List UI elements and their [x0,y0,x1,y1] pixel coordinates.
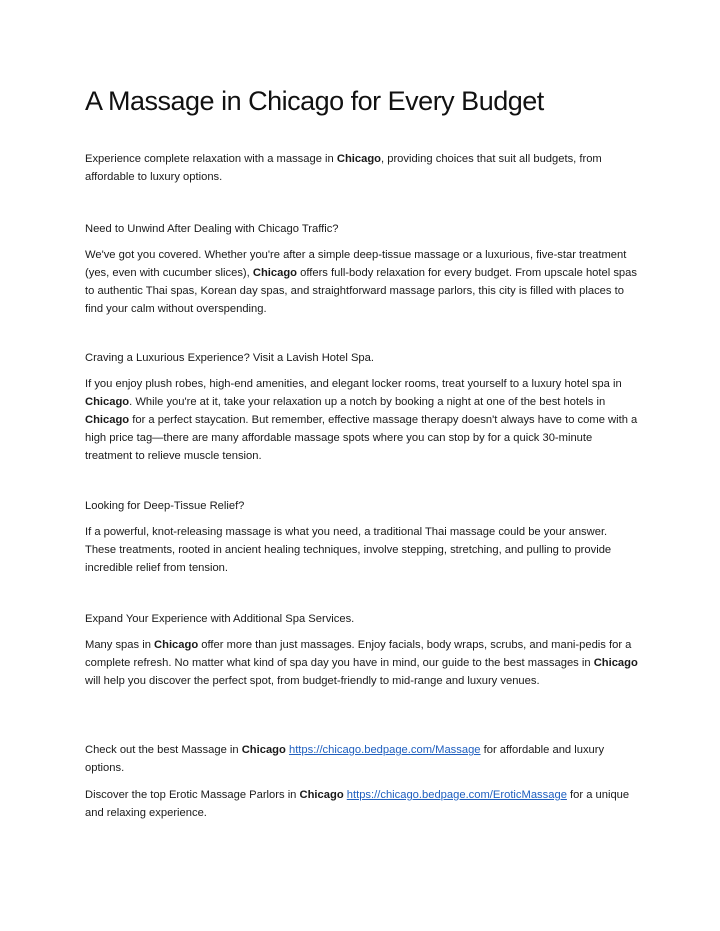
massage-link[interactable]: https://chicago.bedpage.com/Massage [288,744,481,756]
bold-city: Chicago [336,153,381,165]
bold-city: Chicago [593,657,638,669]
massage-link-paragraph: Check out the best Massage in Chicago https://chicago.bedpage.com/Massage for affordable and luxury options. [85,744,605,774]
erotic-massage-link-paragraph: Discover the top Erotic Massage Parlors in Chicago https://chicago.bedpage.com/EroticMassage for a unique and relaxing experience. [85,789,630,819]
section-paragraph-traffic: We've got you covered. Whether you're after a simple deep-tissue massage or a luxurious, five-star treatment (yes, even with cucumber slices), Chicago offers full-body relaxation for every budget. From upscale hotel spas to authentic Thai spas, Korean day spas, and straightforward massage parlors, this city is filled with places to find your calm without overspending. [85,249,637,315]
bold-city: Chicago [252,267,298,279]
page-title: A Massage in Chicago for Every Budget [85,86,544,116]
bold-city: Chicago [85,414,130,426]
bold-city: Chicago [85,396,130,408]
section-paragraph-spa-services: Many spas in Chicago offer more than just massages. Enjoy facials, body wraps, scrubs, and mani-pedis for a complete refresh. No matter what kind of spa day you have in mind, our guide to the best massages in Chicago will help you discover the perfect spot, from budget-friendly to mid-range and luxury venues. [85,639,638,687]
section-heading-luxury: Craving a Luxurious Experience? Visit a Lavish Hotel Spa. [85,352,374,364]
intro-paragraph: Experience complete relaxation with a massage in Chicago, providing choices that suit all budgets, from affordable to luxury options. [85,153,602,183]
bold-city: Chicago [299,789,344,801]
section-heading-traffic: Need to Unwind After Dealing with Chicago Traffic? [85,223,339,235]
section-paragraph-luxury: If you enjoy plush robes, high-end amenities, and elegant locker rooms, treat yourself to a luxury hotel spa in Chicago. While you're at it, take your relaxation up a notch by booking a night at one of the best hotels in Chicago for a perfect staycation. But remember, effective massage therapy doesn't always have to come with a high price tag—there are many affordable massage spots where you can stop by for a quick 30-minute treatment to relieve muscle tension. [85,378,638,462]
bold-city: Chicago [154,639,199,651]
section-heading-deep-tissue: Looking for Deep-Tissue Relief? [85,500,245,512]
erotic-massage-link[interactable]: https://chicago.bedpage.com/EroticMassage [346,789,567,801]
bold-city: Chicago [241,744,286,756]
section-heading-spa-services: Expand Your Experience with Additional Spa Services. [85,613,355,625]
section-paragraph-deep-tissue: If a powerful, knot-releasing massage is what you need, a traditional Thai massage could be your answer. These treatments, rooted in ancient healing techniques, involve stepping, stretching, and pulling to provide incredible relief from tension. [85,526,612,574]
